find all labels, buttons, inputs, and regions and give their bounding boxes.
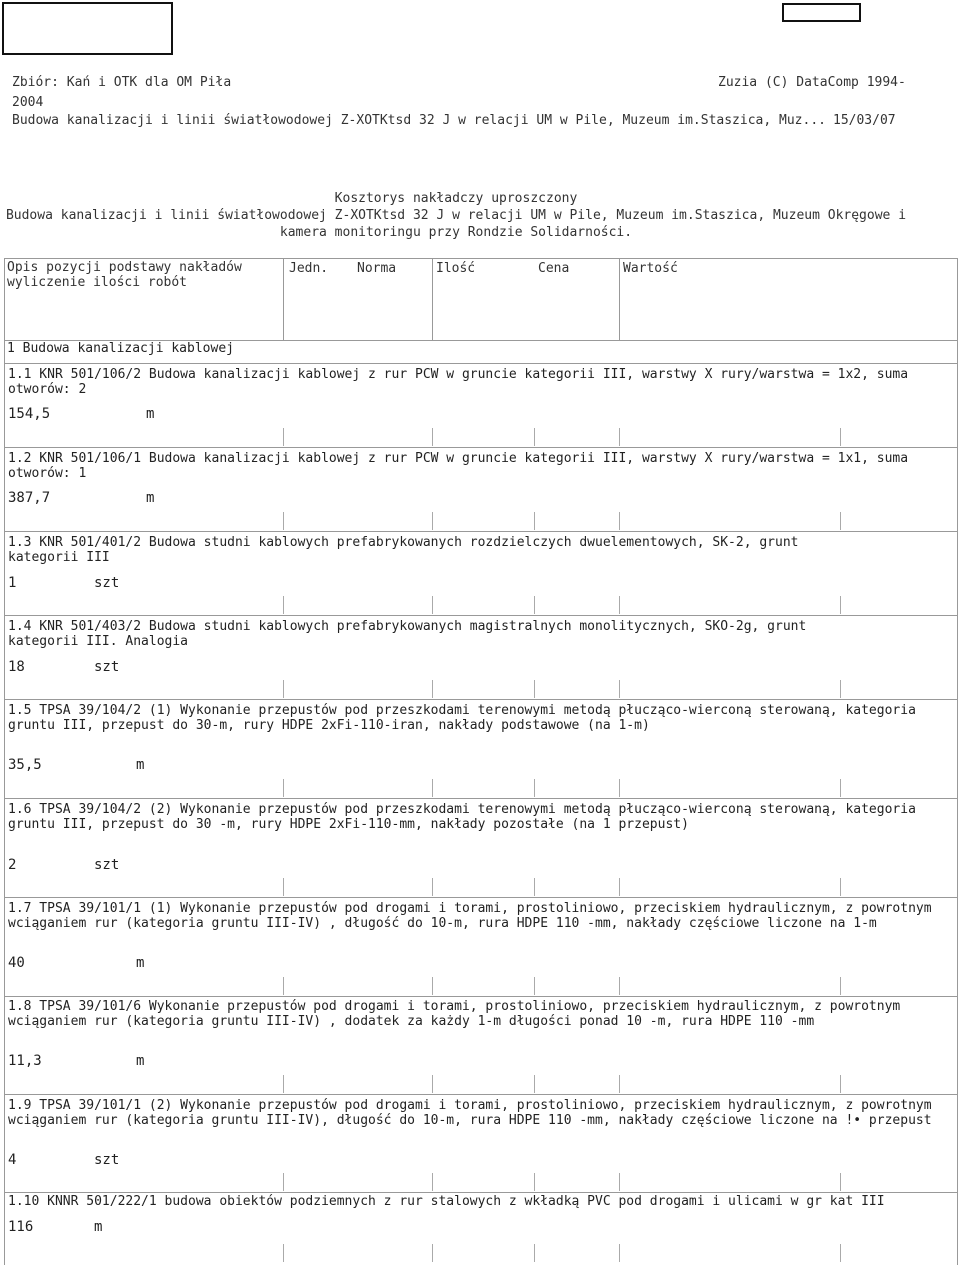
- column-tick: [432, 1075, 433, 1093]
- column-tick: [534, 596, 535, 614]
- col-ilosc: Ilość: [436, 261, 476, 276]
- item-description: 1.4 KNR 501/403/2 Budowa studni kablowych prefabrykowanych magistralnych monolitycznych, SKO-2g, grunt kategorii III. Analogia: [8, 619, 807, 649]
- column-tick: [840, 878, 841, 896]
- column-tick: [432, 779, 433, 797]
- item-quantity: 1: [8, 575, 17, 591]
- column-tick: [619, 512, 620, 530]
- col-jedn: Jedn.: [289, 261, 329, 276]
- column-tick: [432, 1244, 433, 1262]
- column-tick: [534, 878, 535, 896]
- row-rule: [4, 699, 957, 700]
- column-tick: [283, 1244, 284, 1262]
- copyright-year: 2004: [12, 95, 44, 110]
- col-cena: Cena: [538, 261, 570, 276]
- row-rule: [4, 996, 957, 997]
- column-tick: [619, 1244, 620, 1262]
- column-tick: [283, 512, 284, 530]
- column-tick: [840, 1075, 841, 1093]
- column-tick: [840, 977, 841, 995]
- item-description: 1.9 TPSA 39/101/1 (2) Wykonanie przepustów pod drogami i torami, prostoliniowo, przeciskiem hydraulicznym, z powrotnym wciąganiem rur (kategoria gruntu III-IV), długość do 10-m, rura HDPE 110 -mm, nakłady częściowe liczone na !• przepust: [8, 1098, 932, 1128]
- col-divider-wartosc: [619, 259, 620, 340]
- column-tick: [283, 428, 284, 446]
- blank-box-right: [782, 3, 861, 22]
- row-rule: [4, 1094, 957, 1095]
- item-description: 1.6 TPSA 39/104/2 (2) Wykonanie przepustów pod przeszkodami terenowymi metodą płucząco-wierconą sterowaną, kategoria gruntu III, przepust do 30 -m, rury HDPE 2xFi-110-mm, nakłady pozostałe (na 1 przepust): [8, 802, 916, 832]
- column-tick: [534, 1075, 535, 1093]
- row-rule: [4, 531, 957, 532]
- item-description: 1.3 KNR 501/401/2 Budowa studni kablowych prefabrykowanych rozdzielczych dwuelementowych, SK-2, grunt kategorii III: [8, 535, 799, 565]
- column-tick: [534, 428, 535, 446]
- column-tick: [283, 779, 284, 797]
- item-unit: m: [146, 490, 155, 506]
- column-tick: [619, 1075, 620, 1093]
- item-quantity: 18: [8, 659, 25, 675]
- item-unit: m: [136, 1053, 145, 1069]
- row-rule: [4, 447, 957, 448]
- item-quantity: 387,7: [8, 490, 51, 506]
- item-unit: m: [94, 1219, 103, 1235]
- column-tick: [432, 428, 433, 446]
- item-description: 1.2 KNR 501/106/1 Budowa kanalizacji kablowej z rur PCW w gruncie kategorii III, warstwy X rury/warstwa = 1x1, suma otworów: 1: [8, 451, 909, 481]
- column-tick: [283, 596, 284, 614]
- col-norma: Norma: [357, 261, 397, 276]
- item-quantity: 35,5: [8, 757, 42, 773]
- column-tick: [283, 680, 284, 698]
- column-tick: [619, 977, 620, 995]
- collection-label: Zbiór: Kań i OTK dla OM Piła: [12, 75, 232, 90]
- document-title: Kosztorys nakładczy uproszczony: [334, 191, 578, 206]
- column-tick: [619, 878, 620, 896]
- item-unit: szt: [94, 1152, 120, 1168]
- item-description: 1.10 KNNR 501/222/1 budowa obiektów podziemnych z rur stalowych z wkładką PVC pod drogami i ulicami w gr kat III: [8, 1194, 885, 1209]
- column-tick: [840, 428, 841, 446]
- section-title: 1 Budowa kanalizacji kablowej: [7, 341, 234, 356]
- row-rule: [4, 615, 957, 616]
- column-tick: [283, 1173, 284, 1191]
- project-name: Budowa kanalizacji i linii światłowodowej Z-XOTKtsd 32 J w relacji UM w Pile, Muzeum im.Staszica, Muz...: [12, 113, 826, 128]
- column-tick: [432, 596, 433, 614]
- blank-box-left: [2, 2, 173, 55]
- col-wartosc: Wartość: [623, 261, 678, 276]
- column-tick: [534, 977, 535, 995]
- document-subtitle-line2: kamera monitoringu przy Rondzie Solidarności.: [279, 225, 633, 240]
- column-tick: [283, 878, 284, 896]
- column-tick: [283, 977, 284, 995]
- item-quantity: 154,5: [8, 406, 51, 422]
- item-unit: szt: [94, 857, 120, 873]
- item-quantity: 2: [8, 857, 17, 873]
- row-rule: [4, 798, 957, 799]
- col-opis: Opis pozycji podstawy nakładów: [7, 260, 242, 275]
- column-tick: [534, 1173, 535, 1191]
- column-tick: [619, 596, 620, 614]
- item-description: 1.5 TPSA 39/104/2 (1) Wykonanie przepustów pod przeszkodami terenowymi metodą płucząco-wierconą sterowaną, kategoria gruntu III, przepust do 30-m, rury HDPE 2xFi-110-iran, nakłady podstawowe (na 1-m): [8, 703, 916, 733]
- column-tick: [432, 878, 433, 896]
- column-tick: [432, 680, 433, 698]
- item-description: 1.8 TPSA 39/101/6 Wykonanie przepustów pod drogami i torami, prostoliniowo, przeciskiem hydraulicznym, z powrotnym wciąganiem rur (kategoria gruntu III-IV) , dodatek za każdy 1-m długości ponad 10 -m, rura HDPE 110 -mm: [8, 999, 901, 1029]
- item-unit: szt: [94, 659, 120, 675]
- print-date: 15/03/07: [833, 113, 896, 128]
- item-unit: m: [136, 757, 145, 773]
- column-tick: [619, 1173, 620, 1191]
- column-tick: [534, 680, 535, 698]
- col-divider-jedn: [283, 259, 284, 340]
- column-tick: [534, 512, 535, 530]
- item-quantity: 4: [8, 1152, 17, 1168]
- item-quantity: 116: [8, 1219, 34, 1235]
- col-wyliczenie: wyliczenie ilości robót: [7, 275, 188, 290]
- column-tick: [534, 779, 535, 797]
- item-quantity: 11,3: [8, 1053, 42, 1069]
- column-tick: [840, 1173, 841, 1191]
- column-tick: [840, 680, 841, 698]
- item-unit: m: [146, 406, 155, 422]
- copyright-label: Zuzia (C) DataComp 1994-: [718, 75, 906, 90]
- column-tick: [840, 1244, 841, 1262]
- column-tick: [619, 779, 620, 797]
- column-tick: [840, 596, 841, 614]
- column-tick: [534, 1244, 535, 1262]
- item-unit: szt: [94, 575, 120, 591]
- item-unit: m: [136, 955, 145, 971]
- column-tick: [283, 1075, 284, 1093]
- column-tick: [432, 512, 433, 530]
- column-tick: [432, 1173, 433, 1191]
- section-bottom-rule: [4, 363, 957, 364]
- item-description: 1.7 TPSA 39/101/1 (1) Wykonanie przepustów pod drogami i torami, prostoliniowo, przeciskiem hydraulicznym, z powrotnym wciąganiem rur (kategoria gruntu III-IV) , długość do 10-m, rura HDPE 110 -mm, nakłady częściowe liczone na 1-m: [8, 901, 932, 931]
- row-rule: [4, 897, 957, 898]
- item-description: 1.1 KNR 501/106/2 Budowa kanalizacji kablowej z rur PCW w gruncie kategorii III, warstwy X rury/warstwa = 1x2, suma otworów: 2: [8, 367, 909, 397]
- column-tick: [619, 428, 620, 446]
- row-rule: [4, 1192, 957, 1193]
- column-tick: [432, 977, 433, 995]
- column-tick: [840, 512, 841, 530]
- column-tick: [840, 779, 841, 797]
- col-divider-ilosc: [432, 259, 433, 340]
- document-subtitle-line1: Budowa kanalizacji i linii światłowodowej Z-XOTKtsd 32 J w relacji UM w Pile, Muzeum im.Staszica, Muzeum Okręgowe i: [5, 208, 907, 223]
- column-tick: [619, 680, 620, 698]
- item-quantity: 40: [8, 955, 25, 971]
